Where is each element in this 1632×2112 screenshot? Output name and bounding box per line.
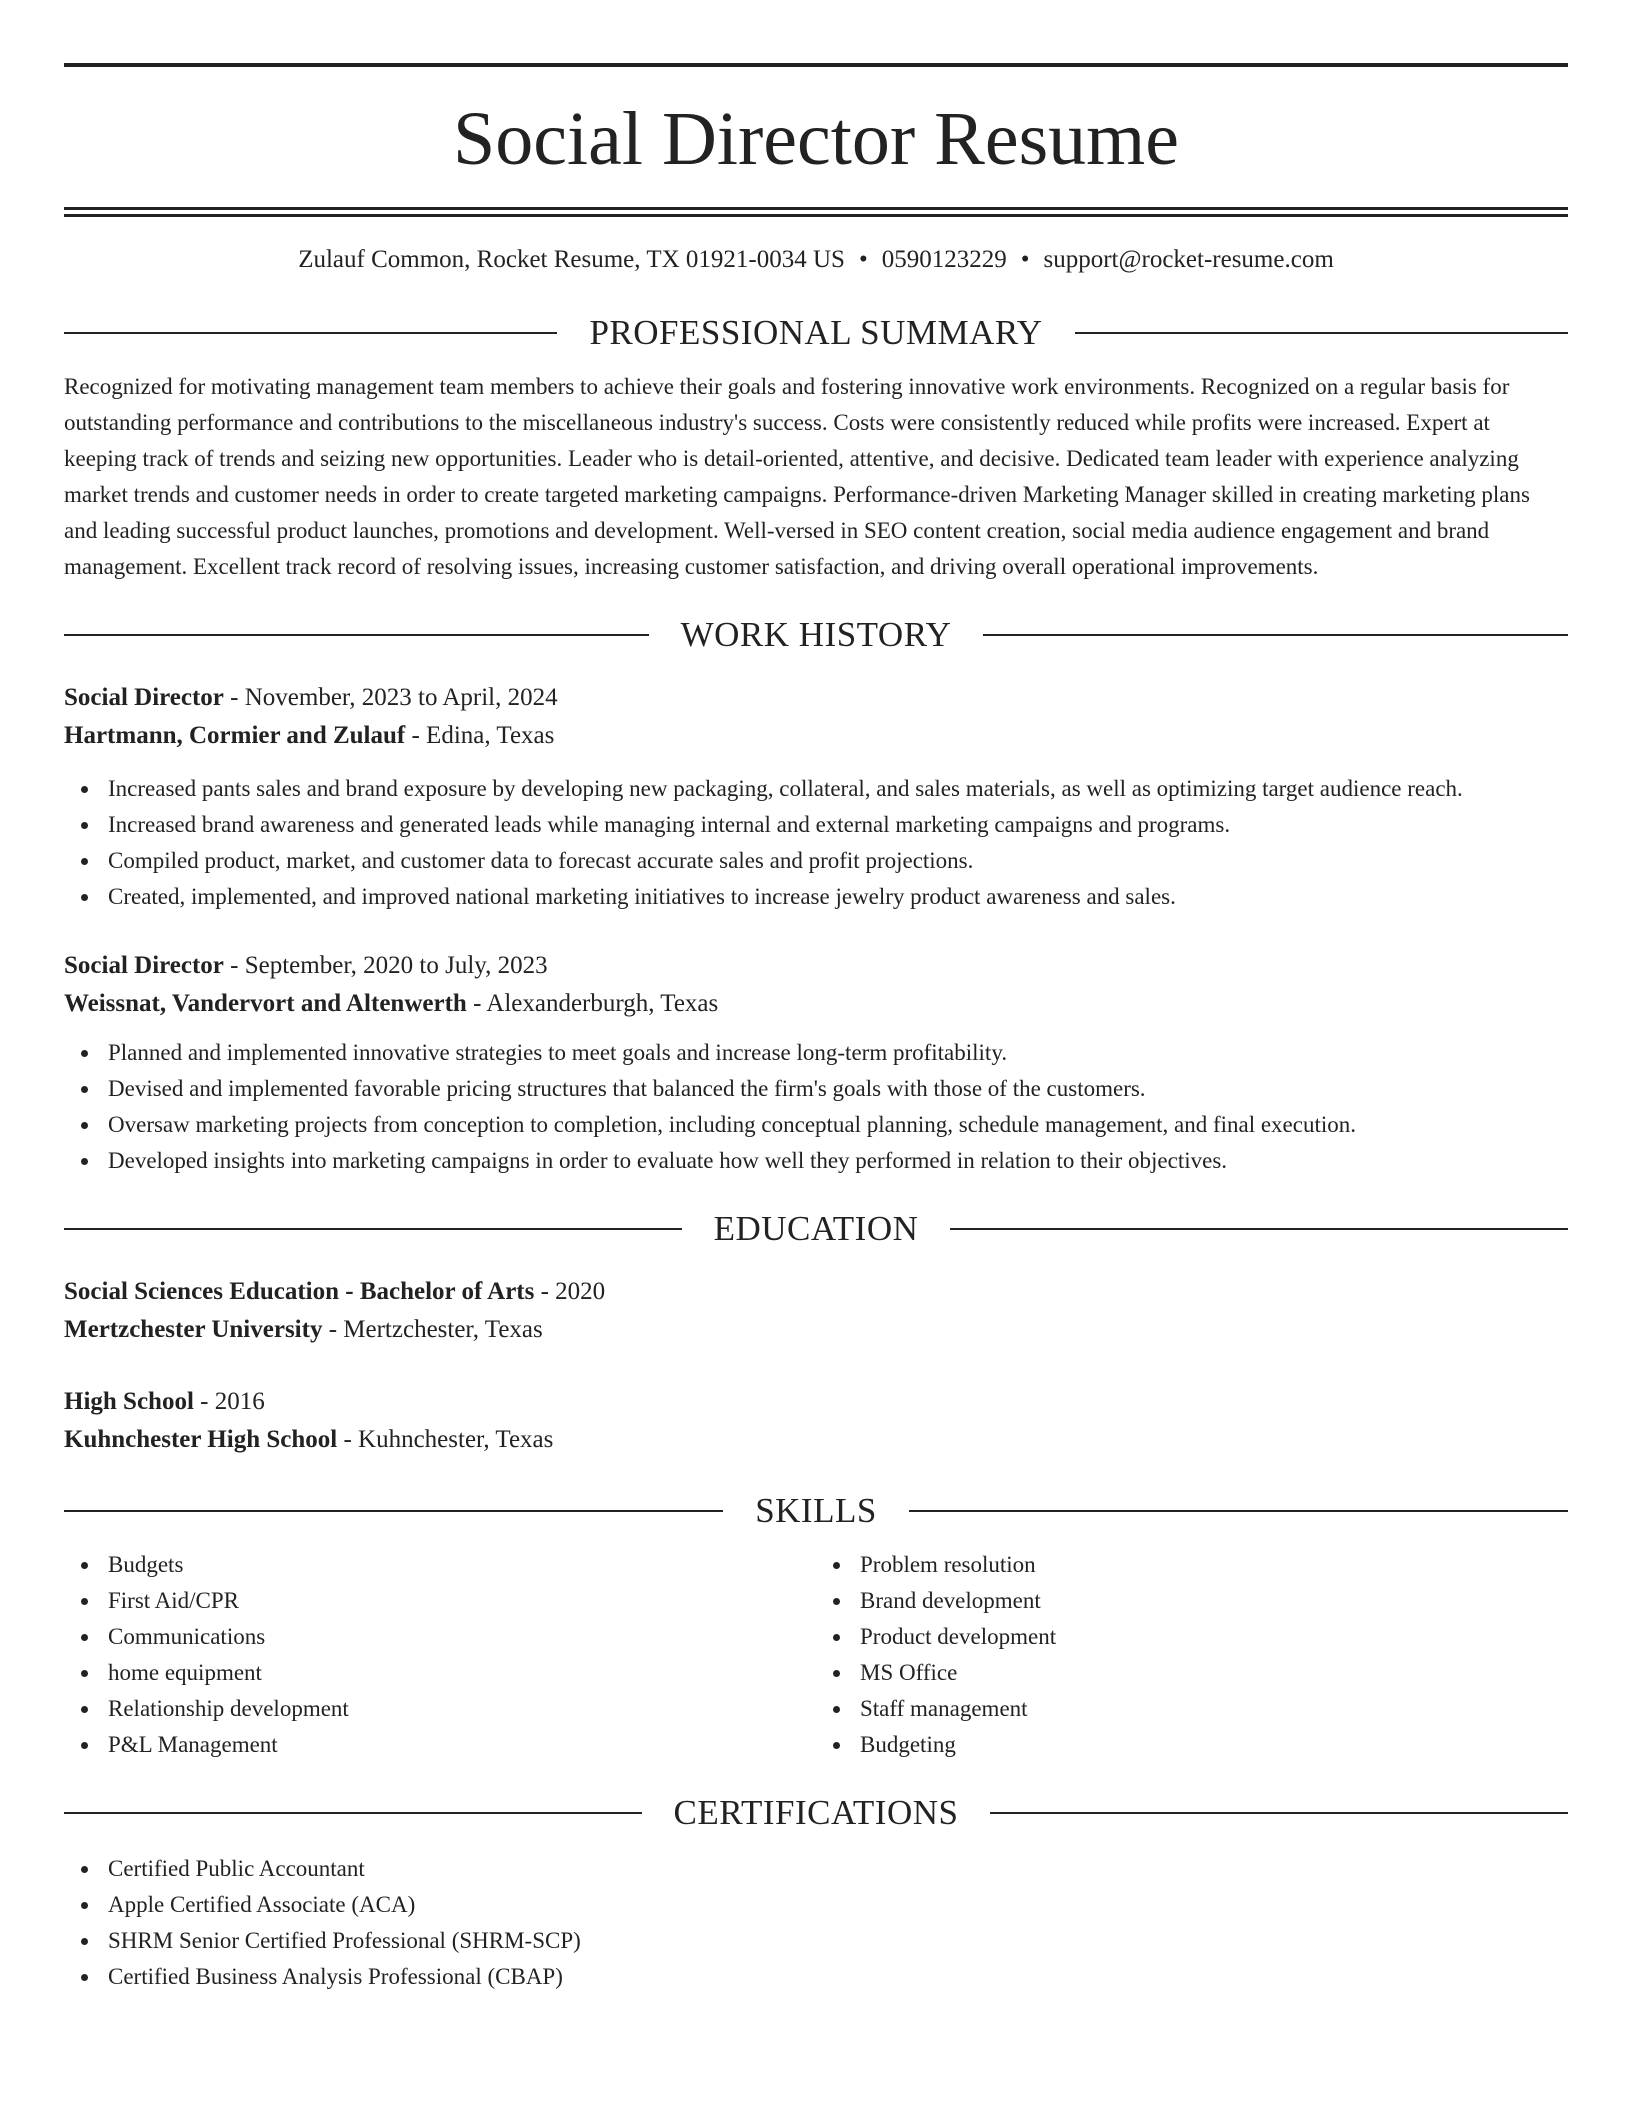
degree-line [64, 1273, 1568, 1311]
job-title-line [64, 947, 1568, 985]
section-title: CERTIFICATIONS [673, 1793, 959, 1832]
list-item: Increased pants sales and brand exposure by developing new packaging, collateral, and sales materials, as well as optimizing target audience reach. [108, 771, 1568, 807]
job-location: - Edina, Texas [405, 722, 555, 749]
graduation-year: - 2020 [534, 1278, 606, 1305]
job-entry [64, 679, 1568, 915]
certification-item: Certified Business Analysis Professional (CBAP) [108, 1959, 1568, 1995]
list-item: Planned and implemented innovative strategies to meet goals and increase long-term profitability. [108, 1035, 1568, 1071]
skills-right-column [816, 1547, 1568, 1763]
job-bullets [64, 1035, 1568, 1179]
section-title: SKILLS [755, 1491, 877, 1530]
contact-separator: • [1020, 246, 1030, 273]
list-item: Compiled product, market, and customer data to forecast accurate sales and profit projections. [108, 843, 1568, 879]
job-company-line [64, 985, 1568, 1023]
section-title: PROFESSIONAL SUMMARY [589, 313, 1043, 352]
graduation-year: - 2016 [193, 1388, 265, 1415]
skill-item: First Aid/CPR [108, 1583, 816, 1619]
job-title: Social Director [64, 684, 224, 711]
page-title: Social Director Resume [452, 97, 1179, 181]
job-company: Weissnat, Vandervort and Altenwerth [64, 990, 467, 1017]
education-entry [64, 1383, 1568, 1459]
skill-item: P&L Management [108, 1727, 816, 1763]
skill-item: Problem resolution [860, 1547, 1568, 1583]
school-line [64, 1421, 1568, 1459]
job-bullets [64, 771, 1568, 915]
skills-grid [64, 1547, 1568, 1763]
section-heading-certifications [64, 1793, 1568, 1833]
contact-phone: 0590123229 [881, 246, 1007, 273]
certification-item: Apple Certified Associate (ACA) [108, 1887, 1568, 1923]
contact-email: support@rocket-resume.com [1043, 246, 1334, 273]
job-entry [64, 947, 1568, 1179]
certification-item: SHRM Senior Certified Professional (SHRM-SCP) [108, 1923, 1568, 1959]
contact-line [64, 245, 1568, 275]
heading-rule [64, 332, 557, 334]
section-heading-education [64, 1209, 1568, 1249]
heading-rule [64, 1228, 682, 1230]
skill-item: Staff management [860, 1691, 1568, 1727]
certification-item: Certified Public Accountant [108, 1851, 1568, 1887]
skill-item: Brand development [860, 1583, 1568, 1619]
job-company: Hartmann, Cormier and Zulauf [64, 722, 406, 749]
list-item: Developed insights into marketing campaigns in order to evaluate how well they performed in relation to their objectives. [108, 1143, 1568, 1179]
certifications-list [64, 1851, 1568, 1995]
skill-item: MS Office [860, 1655, 1568, 1691]
section-heading-skills [64, 1491, 1568, 1531]
list-item: Devised and implemented favorable pricing structures that balanced the firm's goals with those of the customers. [108, 1071, 1568, 1107]
school-location: - Kuhnchester, Texas [337, 1426, 554, 1453]
skill-item: Communications [108, 1619, 816, 1655]
skill-item: Relationship development [108, 1691, 816, 1727]
contact-address: Zulauf Common, Rocket Resume, TX 01921-0034 US [298, 246, 845, 273]
job-company-line [64, 717, 1568, 755]
school-location: - Mertzchester, Texas [322, 1316, 543, 1343]
school: Mertzchester University [64, 1316, 323, 1343]
resume-content [64, 0, 1568, 1995]
section-heading-work [64, 615, 1568, 655]
job-title-line [64, 679, 1568, 717]
degree: Social Sciences Education - Bachelor of Arts [64, 1278, 535, 1305]
skill-item: Budgets [108, 1547, 816, 1583]
heading-rule [983, 634, 1568, 636]
contact-separator: • [858, 246, 868, 273]
title-double-rule [64, 207, 1568, 217]
list-item: Created, implemented, and improved national marketing initiatives to increase jewelry product awareness and sales. [108, 879, 1568, 915]
education-entry [64, 1273, 1568, 1349]
heading-rule [990, 1812, 1568, 1814]
section-heading-summary [64, 313, 1568, 353]
heading-rule [909, 1510, 1568, 1512]
list-item: Oversaw marketing projects from conception to completion, including conceptual planning, schedule management, and final execution. [108, 1107, 1568, 1143]
school-line [64, 1311, 1568, 1349]
degree-line [64, 1383, 1568, 1421]
section-title: EDUCATION [713, 1209, 919, 1248]
skill-item: Product development [860, 1619, 1568, 1655]
job-location: - Alexanderburgh, Texas [466, 990, 719, 1017]
job-dates: - November, 2023 to April, 2024 [223, 684, 558, 711]
skills-left-column [64, 1547, 816, 1763]
heading-rule [64, 634, 649, 636]
school: Kuhnchester High School [64, 1426, 338, 1453]
job-title: Social Director [64, 952, 224, 979]
summary-text: Recognized for motivating management team members to achieve their goals and fostering innovative work environments. Recognized on a regular basis for outstanding performance and contributions to the miscellaneous industry's success. Costs were consistently reduced while profits were increased. Expert at keeping track of trends and seizing new opportunities. Leader who is detail-oriented, attentive, and decisive. Dedicated team leader with experience analyzing market trends and customer needs in order to create targeted marketing campaigns. Performance-driven Marketing Manager skilled in creating marketing plans and leading successful product launches, promotions and development. Well-versed in SEO content creation, social media audience engagement and brand management. Excellent track record of resolving issues, increasing customer satisfaction, and driving overall operational improvements. [64, 374, 1530, 579]
section-title: WORK HISTORY [680, 615, 952, 654]
job-dates: - September, 2020 to July, 2023 [223, 952, 548, 979]
heading-rule [1075, 332, 1568, 334]
top-rule [64, 63, 1568, 67]
skill-item: Budgeting [860, 1727, 1568, 1763]
heading-rule [64, 1812, 642, 1814]
degree: High School [64, 1388, 194, 1415]
list-item: Increased brand awareness and generated leads while managing internal and external marketing campaigns and programs. [108, 807, 1568, 843]
skill-item: home equipment [108, 1655, 816, 1691]
heading-rule [64, 1510, 723, 1512]
heading-rule [950, 1228, 1568, 1230]
